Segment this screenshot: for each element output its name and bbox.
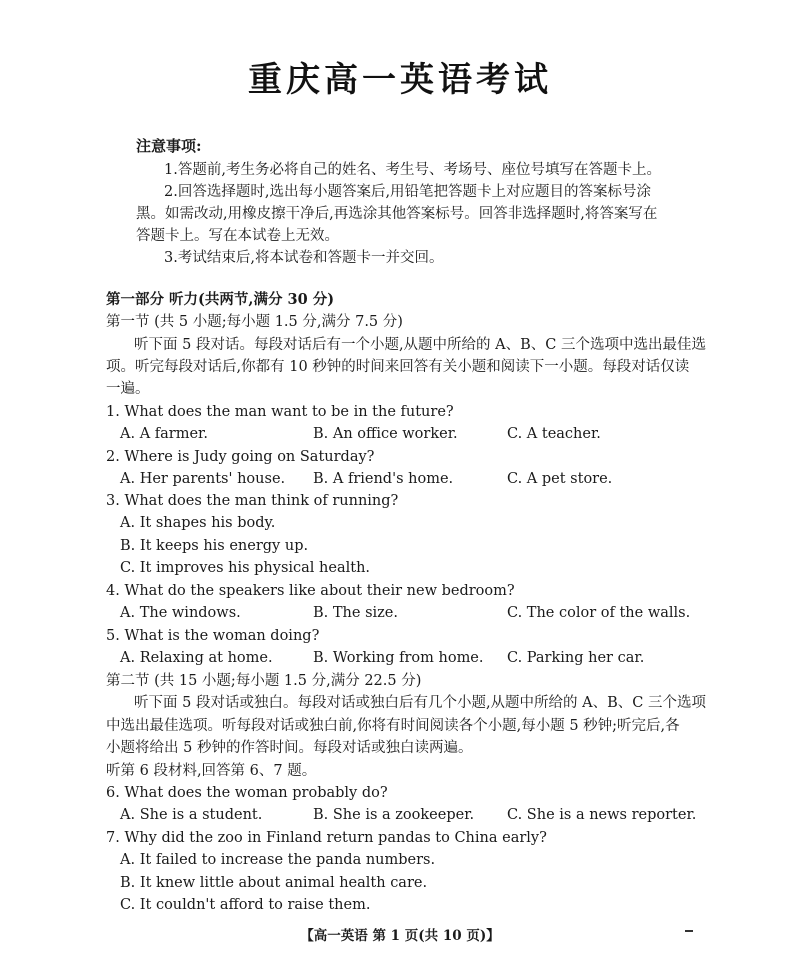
option-a: A. Her parents' house. bbox=[120, 471, 286, 487]
notice-line: 黑。如需改动,用橡皮擦干净后,再选涂其他答案标号。回答非选择题时,将答案写在 bbox=[136, 206, 658, 222]
option-c: C. It improves his physical health. bbox=[120, 560, 371, 576]
part1-heading: 第一部分 听力(共两节,满分 30 分) bbox=[106, 291, 335, 308]
option-a: A. It failed to increase the panda numbers. bbox=[120, 852, 436, 868]
option-b: B. The size. bbox=[313, 605, 398, 621]
section2-heading: 第二节 (共 15 小题;每小题 1.5 分,满分 22.5 分) bbox=[106, 673, 422, 689]
question-stem: 7. Why did the zoo in Finland return pandas to China early? bbox=[106, 830, 547, 846]
material-note: 听第 6 段材料,回答第 6、7 题。 bbox=[106, 763, 317, 779]
option-b: B. It keeps his energy up. bbox=[120, 538, 309, 554]
option-b: B. She is a zookeeper. bbox=[313, 807, 475, 823]
section2-instruction: 中选出最佳选项。听每段对话或独白前,你将有时间阅读各个小题,每小题 5 秒钟;听完后,各 bbox=[106, 718, 680, 734]
option-c: C. A pet store. bbox=[507, 471, 613, 487]
question-stem: 5. What is the woman doing? bbox=[106, 628, 320, 644]
option-c: C. A teacher. bbox=[507, 426, 601, 442]
section1-instruction: 一遍。 bbox=[106, 381, 150, 397]
notice-line: 3.考试结束后,将本试卷和答题卡一并交回。 bbox=[164, 250, 444, 266]
exam-title: 重庆高一英语考试 bbox=[248, 60, 552, 100]
option-a: A. It shapes his body. bbox=[120, 515, 276, 531]
question-stem: 3. What does the man think of running? bbox=[106, 493, 399, 509]
option-b: B. Working from home. bbox=[313, 650, 484, 666]
option-b: B. An office worker. bbox=[313, 426, 458, 442]
question-stem: 2. Where is Judy going on Saturday? bbox=[106, 449, 375, 465]
notice-line: 2.回答选择题时,选出每小题答案后,用铅笔把答题卡上对应题目的答案标号涂 bbox=[164, 184, 652, 200]
option-b: B. A friend's home. bbox=[313, 471, 454, 487]
section2-instruction: 小题将给出 5 秒钟的作答时间。每段对话或独白读两遍。 bbox=[106, 740, 473, 756]
section1-instruction: 项。听完每段对话后,你都有 10 秒钟的时间来回答有关小题和阅读下一小题。每段对话仅读 bbox=[106, 359, 690, 375]
option-c: C. It couldn't afford to raise them. bbox=[120, 897, 371, 913]
notice-line: 答题卡上。写在本试卷上无效。 bbox=[136, 228, 339, 244]
footer-dash bbox=[685, 930, 693, 932]
option-a: A. She is a student. bbox=[120, 807, 263, 823]
question-stem: 4. What do the speakers like about their new bedroom? bbox=[106, 583, 515, 599]
page-footer: 【高一英语 第 1 页(共 10 页)】 bbox=[300, 928, 500, 944]
option-a: A. Relaxing at home. bbox=[120, 650, 273, 666]
option-a: A. A farmer. bbox=[120, 426, 208, 442]
option-c: C. She is a news reporter. bbox=[507, 807, 697, 823]
notice-heading: 注意事项: bbox=[136, 137, 202, 155]
question-stem: 6. What does the woman probably do? bbox=[106, 785, 388, 801]
option-c: C. Parking her car. bbox=[507, 650, 645, 666]
notice-line: 1.答题前,考生务必将自己的姓名、考生号、考场号、座位号填写在答题卡上。 bbox=[164, 162, 661, 178]
option-b: B. It knew little about animal health care. bbox=[120, 875, 428, 891]
section2-instruction: 听下面 5 段对话或独白。每段对话或独白后有几个小题,从题中所给的 A、B、C 三个选项 bbox=[134, 695, 706, 711]
option-c: C. The color of the walls. bbox=[507, 605, 691, 621]
option-a: A. The windows. bbox=[120, 605, 241, 621]
section1-instruction: 听下面 5 段对话。每段对话后有一个小题,从题中所给的 A、B、C 三个选项中选出最佳选 bbox=[134, 337, 706, 353]
question-stem: 1. What does the man want to be in the future? bbox=[106, 404, 454, 420]
section1-heading: 第一节 (共 5 小题;每小题 1.5 分,满分 7.5 分) bbox=[106, 314, 403, 330]
